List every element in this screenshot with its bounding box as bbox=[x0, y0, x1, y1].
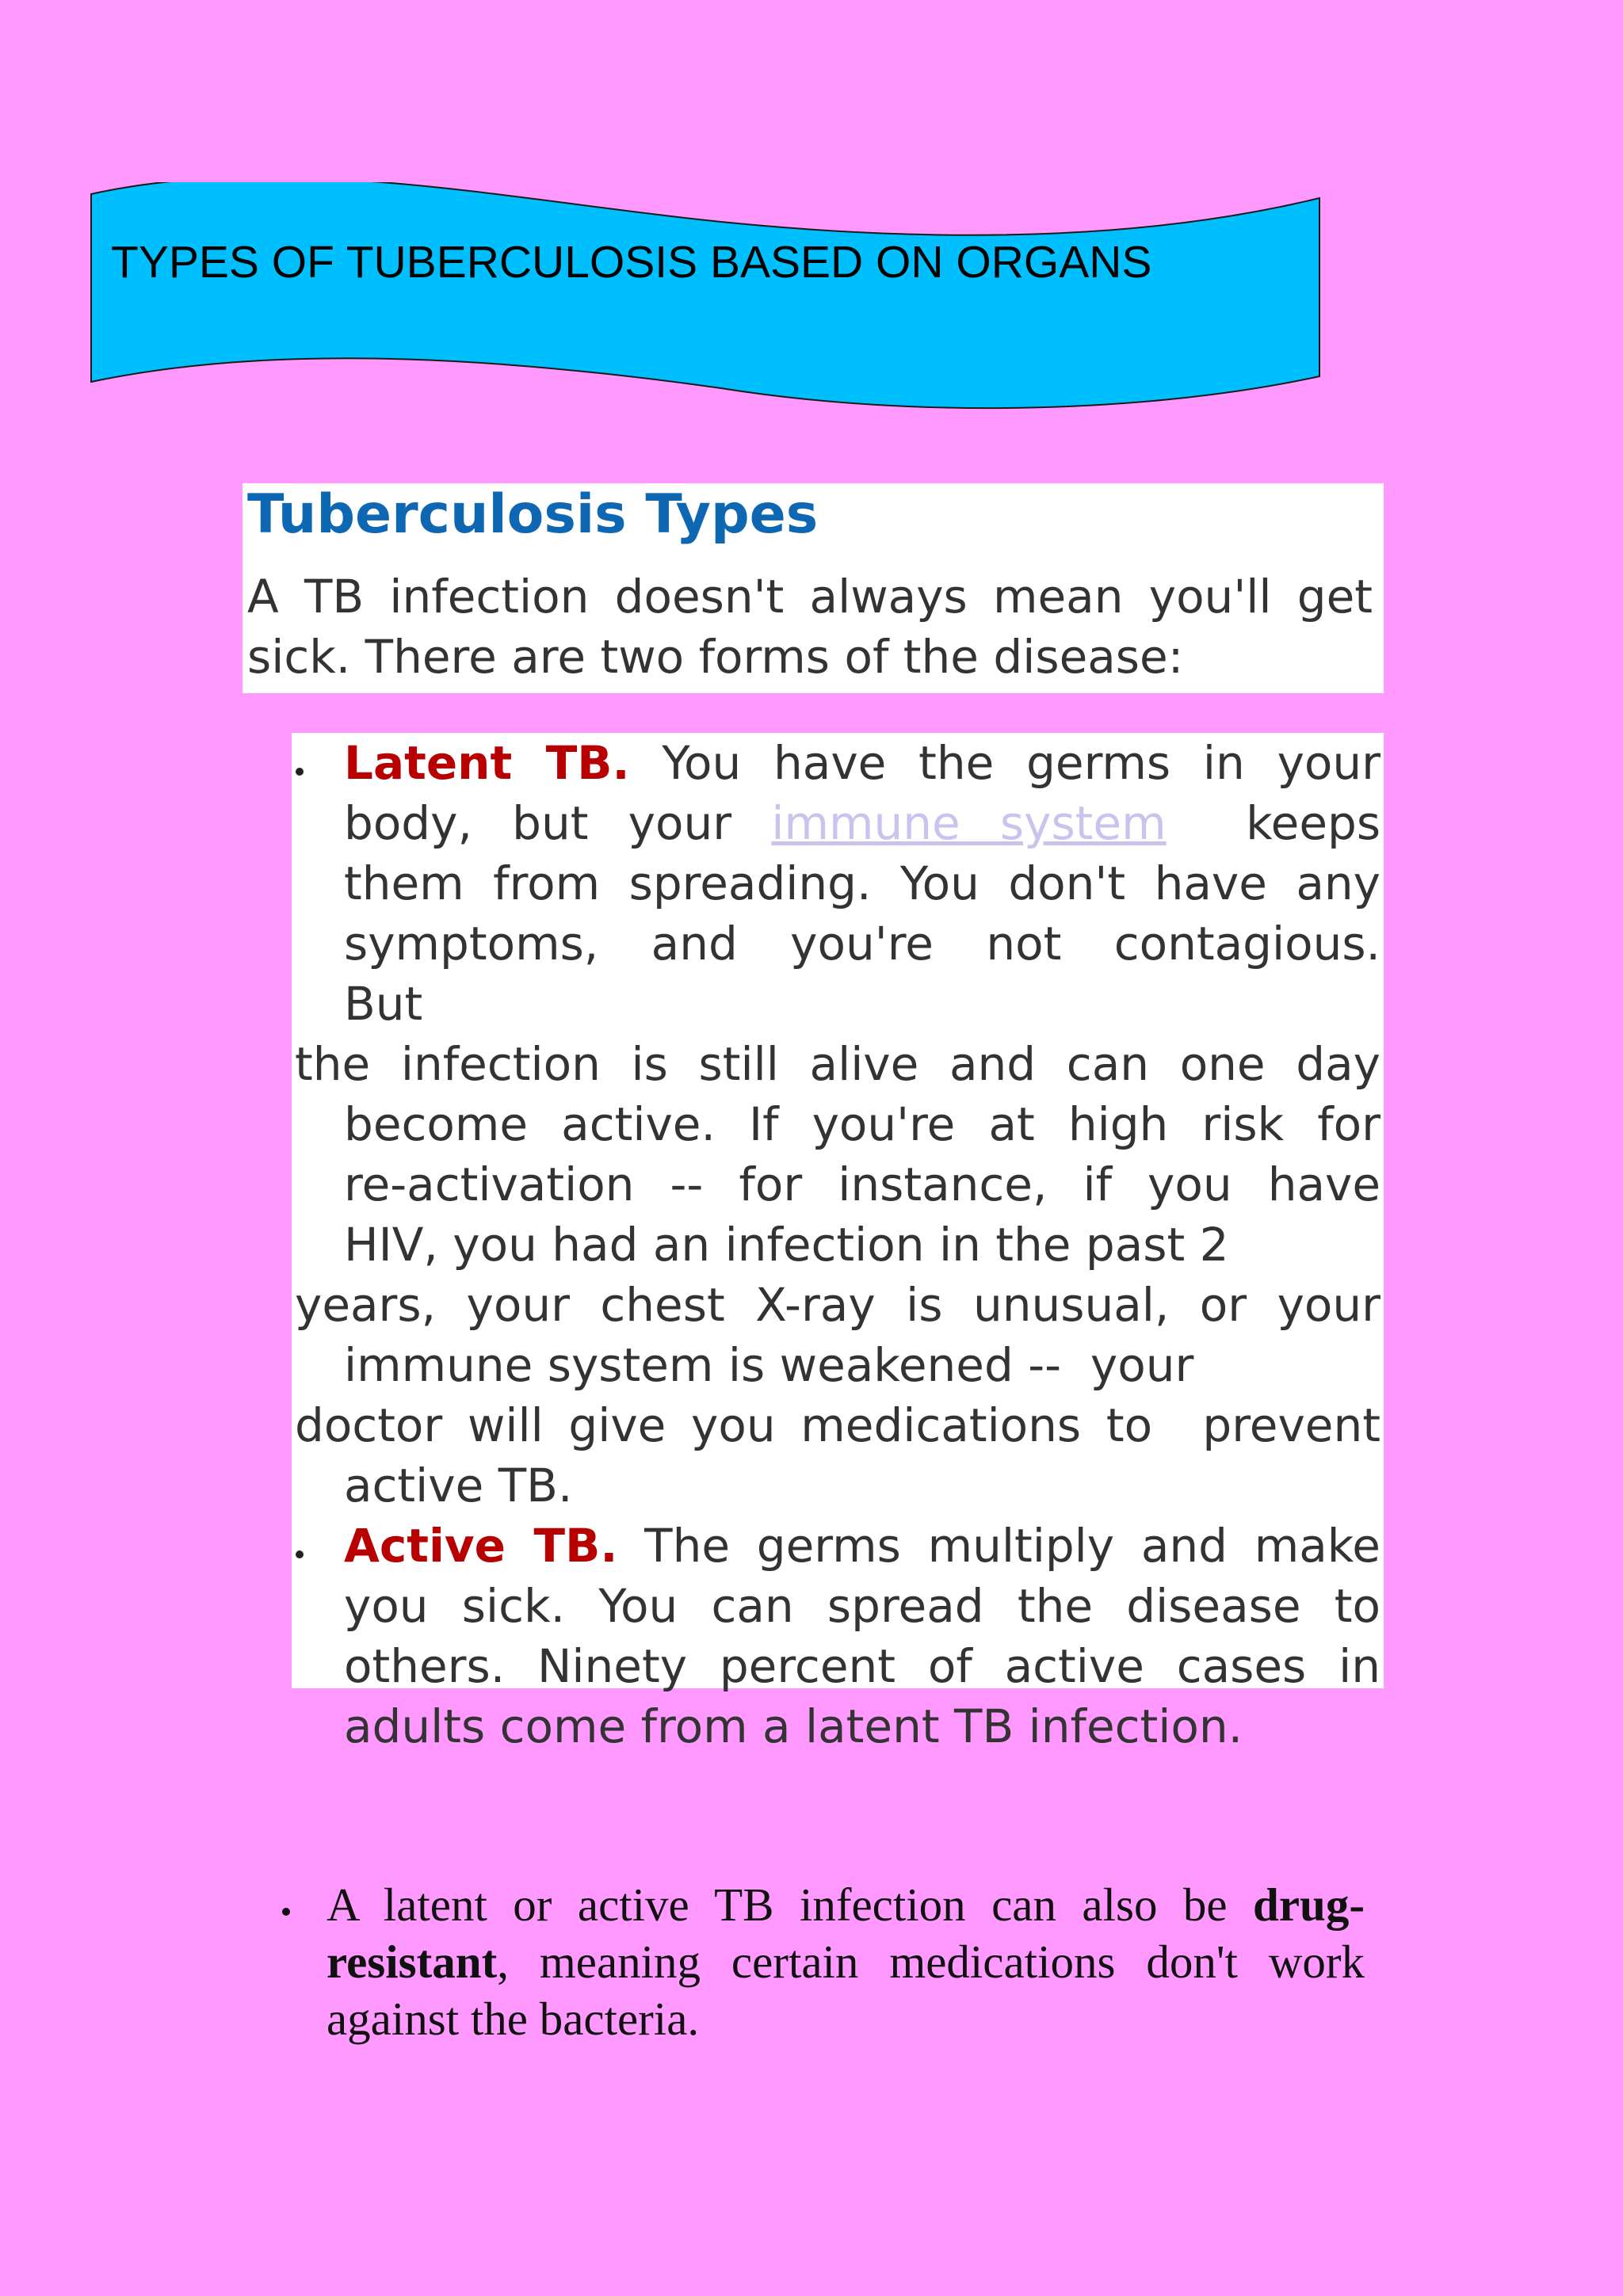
latent-line: body, but your immune system keeps bbox=[344, 796, 1381, 850]
bullet-latent bbox=[296, 768, 304, 776]
latent-line: symptoms, and you're not contagious. bbox=[344, 917, 1381, 971]
immune-system-link[interactable]: immune system bbox=[771, 796, 1167, 850]
latent-line: HIV, you had an infection in the past 2 bbox=[344, 1218, 1229, 1272]
latent-line: doctor will give you medications to prevent bbox=[295, 1398, 1381, 1452]
latent-item bbox=[344, 733, 1381, 1034]
latent-line: become active. If you're at high risk for bbox=[344, 1097, 1381, 1151]
latent-line: active TB. bbox=[344, 1459, 573, 1512]
active-line: Active TB. The germs multiply and make bbox=[344, 1519, 1381, 1573]
intro-line: A TB infection doesn't always mean you'll get bbox=[247, 570, 1373, 624]
latent-line: them from spreading. You don't have any bbox=[344, 856, 1381, 910]
drug-resistant-term: drug-resistant bbox=[327, 1878, 1365, 1988]
bullet-resistant bbox=[282, 1908, 290, 1916]
drug-resistant-paragraph: A latent or active TB infection can also be drug-resistant, meaning certain medications don't work against the bacteria. bbox=[327, 1878, 1365, 2045]
active-item bbox=[344, 1516, 1381, 1756]
intro-paragraph bbox=[247, 566, 1373, 687]
bullet-active bbox=[296, 1550, 304, 1558]
title-banner bbox=[87, 182, 1323, 412]
active-line: you sick. You can spread the disease to bbox=[344, 1579, 1381, 1633]
active-line: others. Ninety percent of active cases in bbox=[344, 1639, 1381, 1693]
latent-line: years, your chest X-ray is unusual, or your bbox=[295, 1278, 1381, 1332]
latent-term: Latent TB. bbox=[344, 736, 630, 790]
intro-line: sick. There are two forms of the disease: bbox=[247, 630, 1184, 684]
intro-section bbox=[242, 483, 1384, 693]
active-term: Active TB. bbox=[344, 1519, 618, 1573]
latent-continued bbox=[295, 1034, 1381, 1516]
banner-wave-shape bbox=[91, 182, 1319, 408]
latent-line: the infection is still alive and can one day bbox=[295, 1037, 1381, 1091]
banner-title: TYPES OF TUBERCULOSIS BASED ON ORGANS bbox=[111, 237, 1152, 288]
latent-line: But bbox=[344, 977, 423, 1031]
active-line: adults come from a latent TB infection. bbox=[344, 1699, 1243, 1753]
latent-line: re-activation -- for instance, if you have bbox=[344, 1158, 1381, 1211]
latent-line: Latent TB. You have the germs in your bbox=[344, 736, 1381, 790]
latent-line: immune system is weakened -- your bbox=[344, 1338, 1194, 1392]
section-heading: Tuberculosis Types bbox=[247, 483, 819, 546]
